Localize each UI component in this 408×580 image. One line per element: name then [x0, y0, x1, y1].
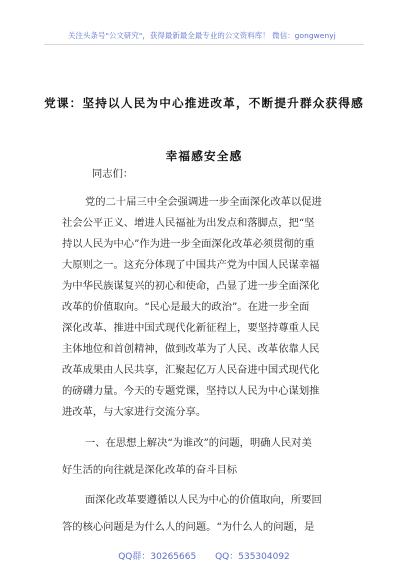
footer-qq[interactable]: QQ：535304092: [215, 552, 290, 562]
body-line: 答的核心问题是为什么人的问题。“为什么人的问题，是: [62, 521, 315, 533]
section-heading-line-1: 一、在思想上解决“为谁改”的问题，明确人民对美: [85, 437, 312, 449]
document-title-line-2: 幸福感安全感: [165, 149, 243, 163]
body-line: 党的二十届三中全会强调进一步全面深化改革以促进: [85, 196, 322, 208]
body-line: 持以人民为中心”作为进一步全面深化改革必须贯彻的重: [62, 238, 315, 250]
section-heading-line-2: 好生活的向往就是深化改革的奋斗目标: [62, 464, 238, 476]
body-line: 的磅礴力量。今天的专题党课，坚持以人民为中心谋划推: [62, 385, 320, 397]
body-line: 为中华民族谋复兴的初心和使命，凸显了进一步全面深化: [62, 280, 320, 292]
footer-qq-group[interactable]: QQ群：30265665: [118, 552, 197, 562]
header-divider: [44, 44, 364, 45]
body-line: 改革的价值取向。“民心是最大的政治”。在进一步全面: [62, 301, 310, 313]
body-line: 面深化改革要遵循以人民为中心的价值取向，所要回: [85, 494, 322, 506]
body-line: 主体地位和首创精神，做到改革为了人民、改革依靠人民: [62, 343, 320, 355]
header-banner[interactable]: 关注头条号"公文研究"，获得最新最全最专业的公文资料库！ 微信：gongwenyj: [68, 31, 336, 40]
footer-contact: [0, 549, 408, 562]
body-line: 社会公平正义、增进人民福祉为出发点和落脚点，把“坚: [62, 217, 315, 229]
body-line: 大原则之一。这充分体现了中国共产党为中国人民谋幸福: [62, 259, 320, 271]
document-title-line-1: 党课：坚持以人民为中心推进改革，不断提升群众获得感: [44, 96, 364, 110]
body-line: 深化改革、推进中国式现代化新征程上，要坚持尊重人民: [62, 322, 320, 334]
salutation: 同志们：: [92, 168, 134, 180]
body-line: 改革成果由人民共享，汇聚起亿万人民奋进中国式现代化: [62, 364, 320, 376]
body-line: 进改革，与大家进行交流分享。: [62, 406, 207, 418]
